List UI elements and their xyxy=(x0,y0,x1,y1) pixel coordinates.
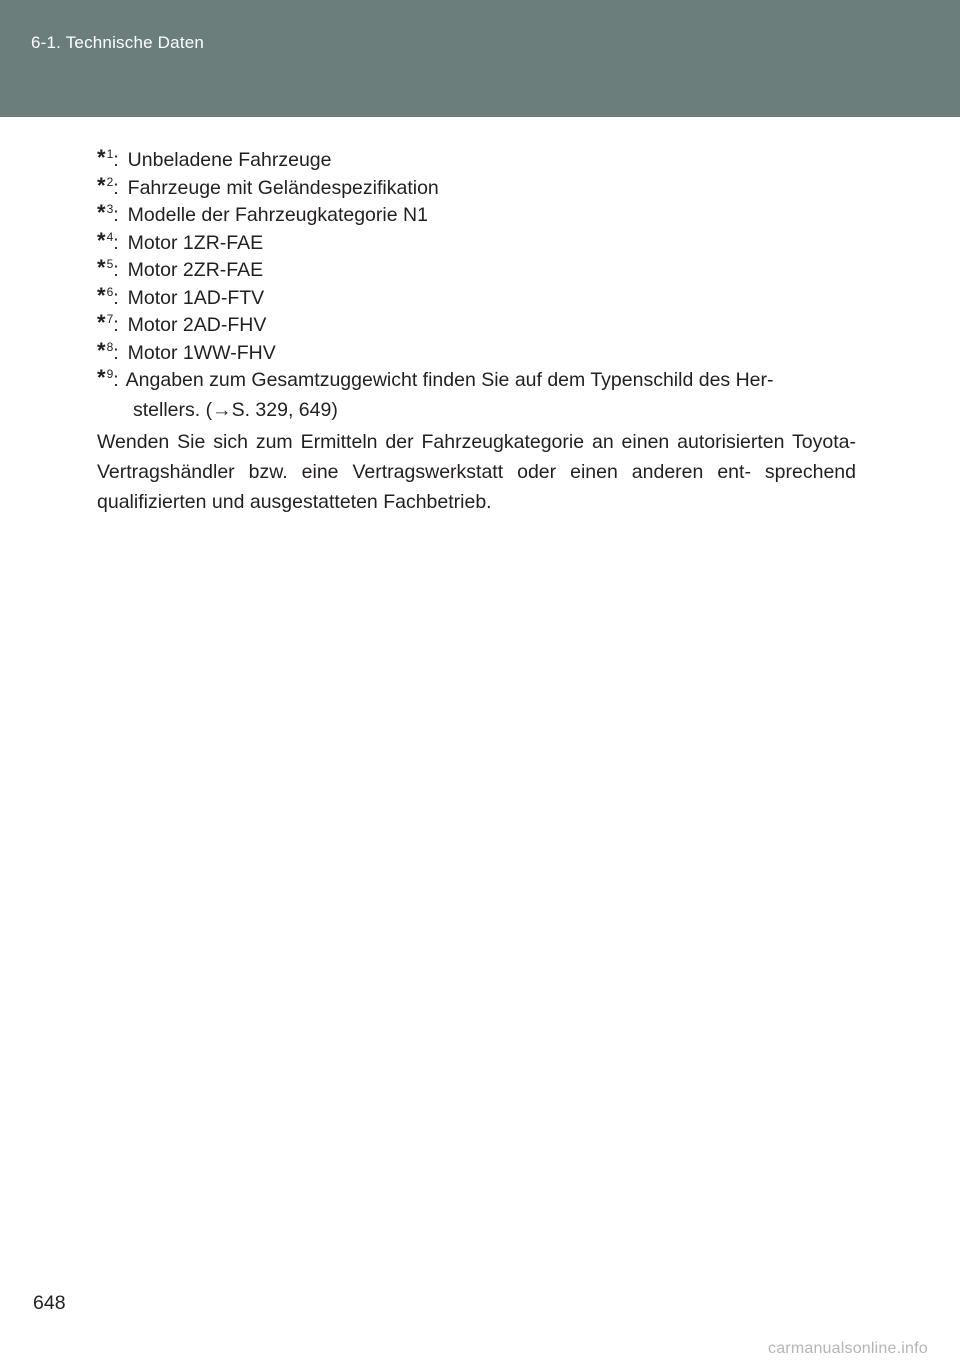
asterisk-mark: * xyxy=(97,337,106,363)
paragraph-line: Wenden Sie sich zum Ermitteln der Fahrzeugkategorie an einen autorisierten xyxy=(97,431,785,453)
asterisk-mark: * xyxy=(97,310,106,335)
footnote-text: Fahrzeuge mit Geländespezifikation xyxy=(127,176,439,199)
footnote-text: Unbeladene Fahrzeuge xyxy=(127,149,332,171)
page-number: 648 xyxy=(33,1292,66,1314)
paragraph-line: Toyota-Vertragshändler bzw. eine Vertragswerkstatt oder einen anderen ent- xyxy=(97,431,856,483)
footnote-item: *$^4$: Motor 1ZR-FAE xyxy=(97,227,264,254)
footnote-item: *$^2$: Fahrzeuge mit Geländespezifikation xyxy=(97,172,439,199)
body-paragraph xyxy=(97,427,856,517)
footnote-item: *$^9$: Angaben zum Gesamtzuggewicht finden Sie auf dem Typenschild des Her- stellers. (→S. 329, 649) xyxy=(97,367,857,425)
watermark: carmanualsonline.info xyxy=(768,1340,928,1357)
footnote-number: 4 xyxy=(106,229,114,244)
asterisk-mark: * xyxy=(97,255,106,280)
asterisk-mark: * xyxy=(97,227,106,253)
footnote-text: Motor 2ZR-FAE xyxy=(127,259,264,281)
footnote-item: *$^1$: Unbeladene Fahrzeuge xyxy=(97,145,332,171)
paragraph-line: sprechend qualifizierten und ausgestatteten Fachbetrieb. xyxy=(97,461,856,513)
footnote-list xyxy=(97,147,857,425)
footnote-item: *$^5$: Motor 2ZR-FAE xyxy=(97,255,264,281)
footnote-text: Motor 2AD-FHV xyxy=(127,314,267,336)
section-header-bar xyxy=(0,0,960,117)
footnote-text: Motor 1WW-FHV xyxy=(127,341,276,364)
footnote-number: 8 xyxy=(106,339,114,354)
footnote-text: Motor 1ZR-FAE xyxy=(127,231,264,254)
footnote-item: *$^8$: Motor 1WW-FHV xyxy=(97,337,276,364)
asterisk-mark: * xyxy=(97,282,106,308)
asterisk-mark: * xyxy=(97,365,106,390)
footnote-item: *$^7$: Motor 2AD-FHV xyxy=(97,310,267,336)
asterisk-mark: * xyxy=(97,172,106,198)
section-title: 6-1. Technische Daten xyxy=(31,33,205,52)
footnote-item: *$^3$: Modelle der Fahrzeugkategorie N1 xyxy=(97,200,428,226)
footnote-text: Modelle der Fahrzeugkategorie N1 xyxy=(127,204,428,226)
asterisk-mark: * xyxy=(97,145,106,170)
footnote-number: 9 xyxy=(106,367,114,381)
footnote-continuation: stellers. (→S. 329, 649) xyxy=(133,399,338,421)
footnote-item: *$^6$: Motor 1AD-FTV xyxy=(97,282,265,309)
footnote-text: Motor 1AD-FTV xyxy=(127,286,265,309)
footnote-text: Angaben zum Gesamtzuggewicht finden Sie auf dem Typenschild des Her- xyxy=(125,369,774,391)
asterisk-mark: * xyxy=(97,200,106,225)
footnote-number: 3 xyxy=(106,202,114,216)
footnote-number: 5 xyxy=(106,257,114,271)
footnote-number: 6 xyxy=(106,284,114,299)
footnote-number: 2 xyxy=(106,174,114,189)
footnote-number: 7 xyxy=(106,312,114,326)
footnote-number: 1 xyxy=(106,147,114,161)
